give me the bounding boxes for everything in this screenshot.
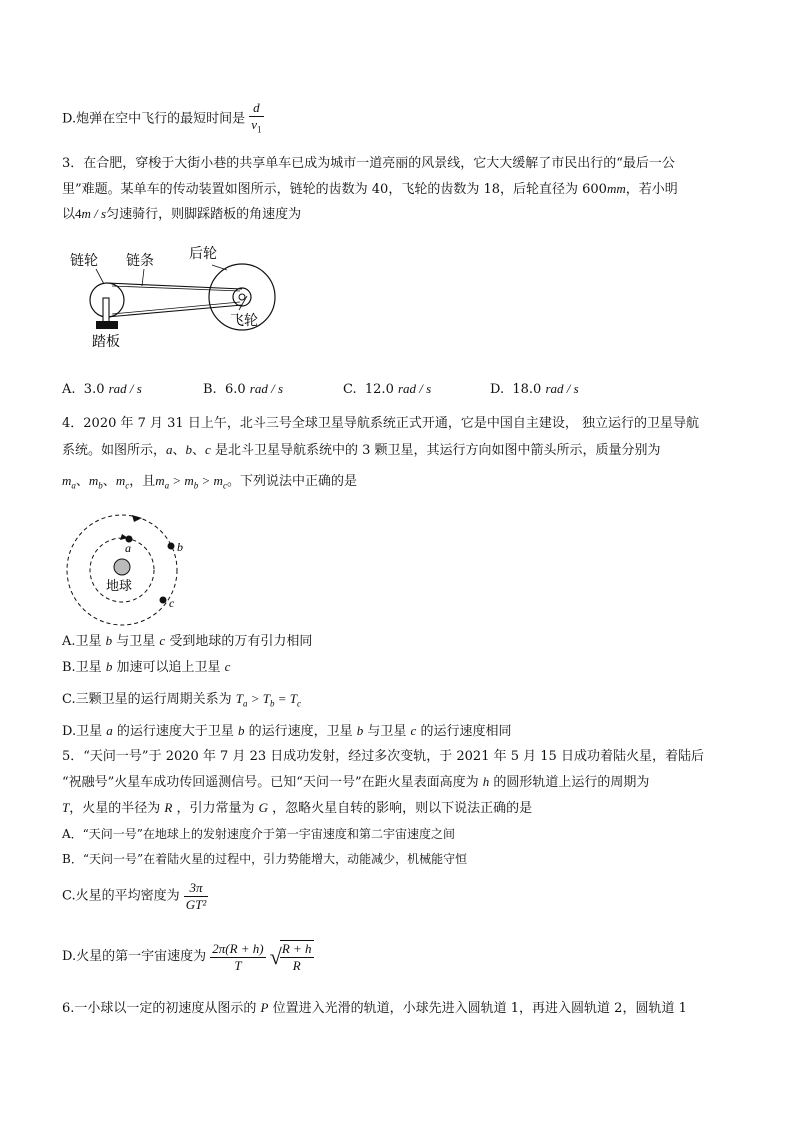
velocity-fraction: $\frac{2\pi(R + h)}{T}$	[212, 940, 264, 973]
q5-line-1: 5．“天问一号”于 2020 年 7 月 23 日成功发射，经过多次变轨，于 2021 年 5 月 15 日成功着陆火星，着陆后	[62, 749, 704, 764]
fraction-numerator: d	[249, 100, 263, 117]
q2-option-d	[62, 100, 264, 138]
label-earth: 地球	[106, 579, 133, 594]
q4-option-b: B.卫星 b 加速可以追上卫星 c	[62, 659, 231, 675]
q3-option-a: A. 3.0 rad / s	[62, 381, 142, 397]
satellite-b-dot	[168, 543, 175, 550]
satellite-c-dot	[160, 597, 167, 604]
sqrt-fraction: $\frac{R + h}{R}$	[281, 941, 312, 973]
satellite-orbit-diagram	[62, 510, 192, 628]
q3-line-3: 以4m / s匀速骑行，则脚踩踏板的角速度为	[62, 206, 302, 222]
q5-option-a: A．“天问一号”在地球上的发射速度介于第一宇宙速度和第二宇宙速度之间	[62, 827, 455, 841]
q5-option-d: D.火星的第一宇宙速度为 $\frac{2\pi(R + h)}{T}$ √ $\frac{R + h}{R}$	[62, 940, 312, 973]
label-c: c	[169, 596, 175, 610]
chain-bottom-line	[107, 305, 242, 317]
q5-line-3: T，火星的半径为 R ，引力常量为 G ，忽略火星自转的影响，则以下说法正确的是	[62, 800, 533, 816]
q4-line-1: 4．2020 年 7 月 31 日上午，北斗三号全球卫星导航系统正式开通，它是中国自主建设， 独立运行的卫星导航	[62, 416, 699, 431]
label-houlun: 后轮	[189, 246, 217, 262]
q2-option-d-text: D.炮弹在空中飞行的最短时间是	[62, 111, 246, 127]
q3-option-c: C. 12.0 rad / s	[343, 381, 432, 397]
q6-line-1: 6.一小球以一定的初速度从图示的 P 位置进入光滑的轨道，小球先进入圆轨道 1，再进入圆轨道 2，圆轨道 1	[62, 1000, 687, 1016]
density-fraction: $\frac{3\pi}{\text{GT²}}$	[185, 880, 207, 912]
q4-option-a: A.卫星 b 与卫星 c 受到地球的万有引力相同	[62, 633, 313, 649]
label-taban: 踏板	[92, 334, 120, 350]
q4-line-2: 系统。如图所示，a、b、c 是北斗卫星导航系统中的 3 颗卫星，其运行方向如图中箭头所示，质量分别为	[62, 442, 661, 458]
q5-option-c: C.火星的平均密度为 $\frac{3\pi}{\text{GT²}}$	[62, 880, 207, 912]
label-feilun: 飞轮	[230, 313, 258, 329]
q4-option-c: C.三颗卫星的运行周期关系为 $T_a > T_b = T_c$	[62, 691, 302, 709]
fraction-denominator: $v_1$	[251, 117, 262, 135]
q3-line-1: 3．在合肥，穿梭于大街小巷的共享单车已成为城市一道亮丽的风景线，它大大缓解了市民出行的“最后一公	[62, 156, 675, 171]
q2-option-d-fraction	[249, 100, 263, 138]
q4-option-d: D.卫星 a 的运行速度大于卫星 b 的运行速度，卫星 b 与卫星 c 的运行速度相同	[62, 723, 512, 739]
pedal-block	[96, 321, 118, 329]
label-b: b	[177, 540, 183, 554]
label-a: a	[125, 541, 131, 555]
arrow-outer	[132, 515, 142, 522]
q4-line-3: $m_a$、$m_b$、$m_c$，且$m_a > m_b > m_c$。下列说法中正确的是	[62, 473, 357, 491]
bicycle-drive-diagram	[62, 238, 292, 350]
earth-circle	[114, 559, 130, 575]
label-liantiao: 链条	[126, 253, 154, 269]
q3-line-2: 里”难题。某单车的传动装置如图所示，链轮的齿数为 40，飞轮的齿数为 18，后轮直径为 600mm，若小明	[62, 181, 678, 197]
q5-option-b: B．“天问一号”在着陆火星的过程中，引力势能增大，动能减少，机械能守恒	[62, 852, 468, 866]
q3-option-b: B. 6.0 rad / s	[203, 381, 284, 397]
q3-option-d: D. 18.0 rad / s	[490, 381, 579, 397]
q5-line-2: “祝融号”火星车成功传回遥测信号。已知“天问一号”在距火星表面高度为 h 的圆形轨道上运行的周期为	[62, 774, 650, 790]
label-lianlun: 链轮	[70, 253, 98, 269]
